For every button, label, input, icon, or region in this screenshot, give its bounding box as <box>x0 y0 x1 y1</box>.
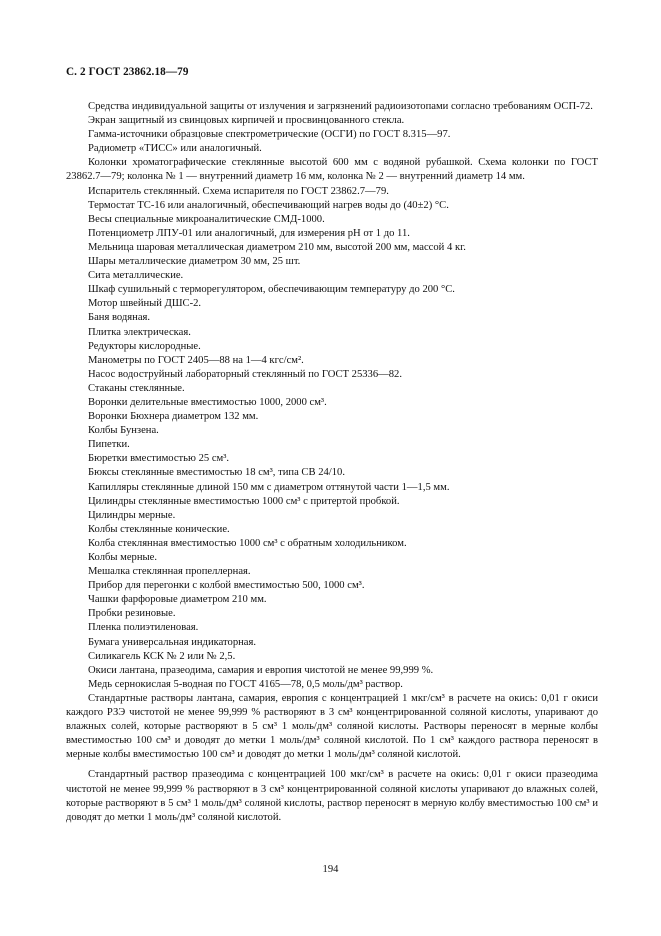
paragraph: Колбы Бунзена. <box>88 425 159 437</box>
paragraph: Силикагель КСК № 2 или № 2,5. <box>88 650 236 662</box>
paragraph: Весы специальные микроаналитические СМД-1000. <box>88 213 325 225</box>
paragraph: Стаканы стеклянные. <box>88 382 185 394</box>
paragraph: Манометры по ГОСТ 2405—88 на 1—4 кгс/см². <box>88 354 304 366</box>
paragraph: Баня водяная. <box>88 312 151 324</box>
paragraph: Пробки резиновые. <box>88 608 176 620</box>
paragraph: Редукторы кислородные. <box>88 340 201 352</box>
paragraph: Стандартный раствор празеодима с концентрацией 100 мкг/см³ в расчете на окись: 0,01 г окиси празеодима чистотой не менее 99,999 % растворяют в 3 см³ концентрированной соляной кислоты упаривают до влажных солей, которые растворяют в 5 см³ 1 моль/дм³ соляной кислоты, раствор переносят в мерную колбу вместимостью 100 см³ и доводят до метки 1 моль/дм³ соляной кислотой. <box>66 769 598 823</box>
paragraph: Бюксы стеклянные вместимостью 18 см³, типа СВ 24/10. <box>88 467 345 479</box>
paragraph: Капилляры стеклянные длиной 150 мм с диаметром оттянутой части 1—1,5 мм. <box>88 481 450 493</box>
paragraph: Мотор швейный ДШС-2. <box>88 298 202 310</box>
page-number: 194 <box>322 864 339 875</box>
paragraph: Чашки фарфоровые диаметром 210 мм. <box>88 594 267 606</box>
paragraph: Гамма-источники образцовые спектрометрические (ОСГИ) по ГОСТ 8.315—97. <box>88 129 451 141</box>
paragraph: Прибор для перегонки с колбой вместимостью 500, 1000 см³. <box>88 580 365 592</box>
paragraph: Экран защитный из свинцовых кирпичей и просвинцованного стекла. <box>88 115 405 127</box>
paragraph: Окиси лантана, празеодима, самария и европия чистотой не менее 99,999 %. <box>88 664 434 676</box>
paragraph: Бюретки вместимостью 25 см³. <box>88 453 230 465</box>
paragraph: Пленка полиэтиленовая. <box>88 622 199 634</box>
paragraph: Колба стеклянная вместимостью 1000 см³ с обратным холодильником. <box>88 537 407 549</box>
paragraph: Средства индивидуальной защиты от излучения и загрязнений радиоизотопами согласно требованиям ОСП-72. <box>88 101 593 112</box>
paragraph: Мельница шаровая металлическая диаметром 210 мм, высотой 200 мм, массой 4 кг. <box>88 241 466 253</box>
page-header: С. 2 ГОСТ 23862.18—79 <box>66 66 189 78</box>
paragraph: Насос водоструйный лабораторный стеклянный по ГОСТ 25336—82. <box>88 368 402 380</box>
paragraph: Радиометр «ТИСС» или аналогичный. <box>88 143 262 155</box>
paragraph: Потенциометр ЛПУ-01 или аналогичный, для измерения pH от 1 до 11. <box>88 227 410 239</box>
paragraph: Колонки хроматографические стеклянные высотой 600 мм с водяной рубашкой. Схема колонки по ГОСТ 23862.7—79; колонка № 1 — внутренний диаметр 16 мм, колонка № 2 — внутренний диаметр 14 мм. <box>66 157 598 183</box>
paragraph: Воронки Бюхнера диаметром 132 мм. <box>88 411 259 423</box>
paragraph: Шкаф сушильный с терморегулятором, обеспечивающим температуру до 200 °С. <box>88 284 455 296</box>
paragraph: Испаритель стеклянный. Схема испарителя по ГОСТ 23862.7—79. <box>88 185 389 197</box>
paragraph: Цилиндры стеклянные вместимостью 1000 см³ с притертой пробкой. <box>88 495 400 507</box>
paragraph: Пипетки. <box>88 439 130 451</box>
paragraph: Колбы мерные. <box>88 552 157 563</box>
paragraph: Мешалка стеклянная пропеллерная. <box>88 566 251 578</box>
paragraph: Термостат ТС-16 или аналогичный, обеспечивающий нагрев воды до (40±2) °С. <box>88 199 449 211</box>
document-body <box>66 100 598 825</box>
paragraph: Колбы стеклянные конические. <box>88 523 230 535</box>
paragraph: Цилиндры мерные. <box>88 509 176 521</box>
paragraph: Воронки делительные вместимостью 1000, 2000 см³. <box>88 396 327 408</box>
paragraph: Стандартные растворы лантана, самария, европия с концентрацией 1 мкг/см³ в расчете на окись: 0,01 г окиси каждого РЗЭ чистотой не менее 99,999 % растворяют в 3 см³ концентрированной соляной кислоты, упаривают до влажных солей, которые растворяют в 5 см³ 1 моль/дм³ соляной кислоты. Растворы переносят в мерные колбы вместимостью 100 см³ и доводят до метки 1 моль/дм³ соляной кислотой. По 1 см³ каждого раствора переносят в мерные колбы вместимостью 100 см³ и доводят до метки 1 моль/дм³ соляной кислотой. <box>66 692 598 761</box>
paragraph: Бумага универсальная индикаторная. <box>88 636 257 648</box>
paragraph: Медь сернокислая 5-водная по ГОСТ 4165—78, 0,5 моль/дм³ раствор. <box>88 678 403 690</box>
paragraph: Шары металлические диаметром 30 мм, 25 шт. <box>88 256 301 268</box>
paragraph: Сита металлические. <box>88 270 184 282</box>
paragraph: Плитка электрическая. <box>88 326 191 338</box>
